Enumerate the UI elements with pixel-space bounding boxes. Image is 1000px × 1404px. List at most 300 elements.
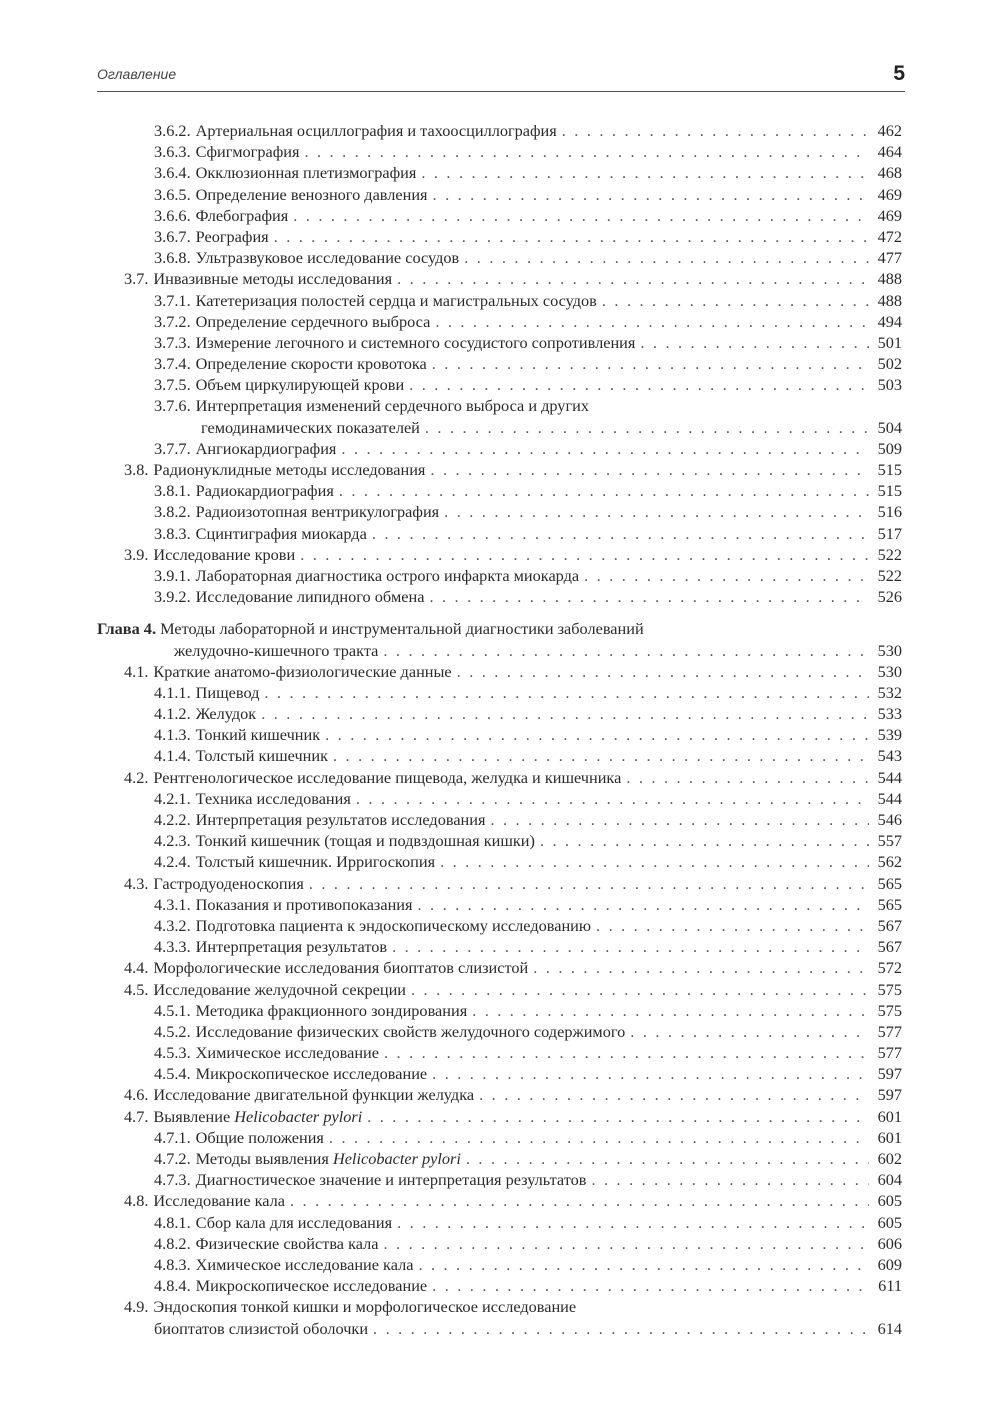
dot-leader (440, 851, 869, 872)
toc-entry-title (154, 1169, 586, 1190)
toc-entry[interactable] (97, 809, 902, 830)
toc-entry[interactable] (97, 1127, 902, 1148)
toc-entry-page: 543 (877, 746, 902, 766)
toc-entry[interactable] (97, 851, 902, 872)
toc-entry-text: Флебография (195, 205, 289, 225)
toc-entry[interactable] (97, 894, 902, 915)
dot-leader (383, 1233, 869, 1254)
toc-entry-title (154, 438, 336, 459)
toc-entry[interactable] (97, 1000, 902, 1021)
toc-entry[interactable] (97, 1148, 902, 1169)
toc-entry-page: 488 (877, 290, 902, 310)
toc-entry[interactable] (97, 703, 902, 724)
dot-leader (472, 1000, 869, 1021)
toc-entry[interactable] (97, 957, 902, 978)
toc-entry-text: Краткие анатомо-физиологические данные (153, 661, 452, 681)
dot-leader (383, 640, 869, 661)
dot-leader (596, 915, 869, 936)
toc-entry-title (154, 480, 334, 501)
dot-leader (325, 724, 869, 745)
toc-entry[interactable] (97, 1084, 902, 1105)
toc-entry-page: 609 (877, 1254, 902, 1274)
toc-entry[interactable] (97, 290, 902, 311)
toc-entry-number: 3.8.2. (154, 502, 191, 522)
dot-leader (432, 353, 869, 374)
toc-entry-page: 565 (877, 894, 902, 914)
toc-entry-number: 4.3.2. (154, 915, 191, 935)
toc-entry[interactable] (97, 501, 902, 522)
toc-entry-number: 3.7.2. (154, 311, 191, 331)
toc-entry-page: 601 (877, 1127, 902, 1147)
toc-entry[interactable] (97, 1233, 902, 1254)
toc-entry-text: Исследование кала (153, 1191, 285, 1211)
toc-entry-text: Интерпретация результатов исследования (195, 810, 486, 829)
dot-leader (425, 417, 869, 438)
toc-entry-text: Катетеризация полостей сердца и магистральных сосудов (195, 290, 597, 310)
toc-entry[interactable] (97, 682, 902, 703)
toc-entry-title (154, 894, 413, 915)
toc-entry-title (154, 501, 439, 522)
toc-entry-number: 4.7.1. (154, 1127, 191, 1147)
toc-entry-text: Общие положения (195, 1127, 324, 1147)
toc-entry-number: 3.7.7. (154, 438, 191, 458)
toc-entry-page: 516 (877, 502, 902, 522)
toc-entry-text: Подготовка пациента к эндоскопическому исследованию (195, 915, 592, 935)
dot-leader (479, 1084, 869, 1105)
toc-entry-title (154, 1000, 467, 1021)
toc-entry[interactable] (97, 247, 902, 268)
toc-entry[interactable] (97, 936, 902, 957)
toc-entry-page: 494 (877, 311, 902, 331)
toc-entry-text: Микроскопическое исследование (195, 1276, 428, 1296)
dot-leader (466, 1148, 869, 1169)
toc-entry-number: 4.2.2. (154, 810, 191, 829)
dot-leader (457, 661, 869, 682)
toc-entry-title (154, 830, 535, 851)
toc-entry-title (154, 745, 328, 766)
toc-entry-number: 4.3.3. (154, 937, 191, 957)
chapter-heading[interactable] (97, 618, 902, 639)
toc-entry-text: Исследование желудочной секреции (153, 979, 407, 999)
toc-entry-number: 4.5.2. (154, 1021, 191, 1041)
chapter-heading-continuation[interactable] (97, 640, 902, 661)
toc-entry-number: 4.1.2. (154, 704, 191, 724)
toc-entry-title (154, 1233, 378, 1254)
dot-leader (329, 1127, 869, 1148)
toc-entry-number: 4.8.3. (154, 1254, 191, 1274)
toc-entry-title (154, 395, 589, 416)
toc-entry-page: 464 (877, 142, 902, 162)
toc-entry-title (154, 1275, 427, 1296)
dot-leader (367, 1106, 869, 1127)
dot-leader (397, 1212, 869, 1233)
toc-entry-page: 565 (877, 873, 902, 893)
toc-entry-page: 604 (877, 1170, 902, 1190)
toc-entry-title (154, 184, 428, 205)
toc-entry-number: 3.9. (124, 544, 149, 564)
toc-entry-text: Ультразвуковое исследование сосудов (195, 248, 460, 268)
toc-entry-text: Техника исследования (195, 788, 351, 808)
toc-entry[interactable] (97, 745, 902, 766)
toc-entry-number: 3.8. (124, 460, 149, 479)
table-of-contents (97, 120, 902, 1339)
running-title: Оглавление (97, 66, 177, 82)
toc-entry[interactable] (97, 767, 902, 788)
toc-entry-page: 477 (877, 248, 902, 268)
toc-entry-title (154, 1021, 625, 1042)
toc-entry-number: 4.8. (124, 1191, 149, 1211)
toc-entry-number: 3.6.2. (154, 121, 191, 140)
toc-entry[interactable] (97, 1169, 902, 1190)
toc-entry-page: 611 (878, 1276, 902, 1296)
toc-entry-title (154, 724, 320, 745)
toc-entry-page: 557 (877, 831, 902, 851)
toc-entry[interactable] (97, 661, 902, 682)
chapter-title (97, 618, 644, 639)
dot-leader (300, 544, 869, 565)
toc-entry-page: 522 (877, 544, 902, 564)
toc-entry-title (124, 544, 295, 565)
toc-entry-title (124, 1084, 474, 1105)
toc-entry-text: Пищевод (195, 682, 260, 702)
toc-entry-continuation[interactable] (97, 1318, 902, 1339)
dot-leader (444, 501, 869, 522)
toc-entry-text: Артериальная осциллография и тахоосциллография (195, 121, 557, 140)
dot-leader (372, 523, 869, 544)
dot-leader (356, 788, 869, 809)
toc-entry-number: 4.1.4. (154, 746, 191, 766)
toc-entry-page: 597 (877, 1085, 902, 1105)
toc-entry-page: 605 (877, 1212, 902, 1232)
toc-entry-text: Определение венозного давления (195, 184, 428, 204)
chapter-page: 530 (877, 640, 902, 660)
toc-entry-title (154, 788, 351, 809)
toc-entry-page: 577 (877, 1021, 902, 1041)
toc-entry-text: гемодинамических показателей (201, 417, 420, 437)
toc-entry-title (154, 915, 591, 936)
toc-entry-page: 601 (877, 1106, 902, 1126)
toc-entry-page: 522 (877, 565, 902, 585)
toc-entry-text: Исследование двигательной функции желудка (153, 1085, 475, 1105)
toc-entry-text: Ангиокардиография (195, 438, 337, 458)
toc-entry-title (154, 1148, 461, 1169)
dot-leader (430, 459, 869, 480)
toc-entry[interactable] (97, 1190, 902, 1211)
toc-entry-number: 4.1.1. (154, 682, 191, 702)
dot-leader (464, 247, 869, 268)
dot-leader (490, 809, 869, 830)
toc-entry-title (154, 703, 256, 724)
dot-leader (274, 226, 869, 247)
toc-entry-number: 3.9.1. (154, 565, 191, 585)
toc-entry-number: 4.6. (124, 1085, 149, 1105)
dot-leader (290, 1190, 869, 1211)
toc-entry[interactable] (97, 565, 902, 586)
toc-entry[interactable] (97, 1106, 902, 1127)
toc-entry-number: 3.6.5. (154, 184, 191, 204)
toc-entry-title (154, 120, 557, 141)
dot-leader (630, 1021, 869, 1042)
toc-entry-page: 567 (877, 937, 902, 957)
toc-entry-number: 4.7.2. (154, 1149, 191, 1168)
toc-entry-page: 488 (877, 269, 902, 289)
toc-entry-number: 4.8.2. (154, 1233, 191, 1253)
toc-entry-number: 4.1. (124, 661, 149, 681)
toc-entry-number: 3.7.5. (154, 375, 191, 395)
toc-entry-text: Лабораторная диагностика острого инфаркта миокарда (195, 565, 580, 585)
toc-entry-text: Эндоскопия тонкой кишки и морфологическое исследование (153, 1297, 577, 1317)
dot-leader (333, 745, 869, 766)
toc-entry-page: 502 (877, 354, 902, 374)
toc-entry-text: Желудок (195, 704, 257, 724)
toc-entry-number: 4.5.1. (154, 1000, 191, 1020)
dot-leader (562, 120, 869, 141)
toc-entry-number: 3.6.3. (154, 142, 191, 162)
toc-entry-title (154, 353, 427, 374)
toc-entry-text: Исследование крови (153, 544, 296, 564)
toc-entry-page: 469 (877, 184, 902, 204)
toc-entry-title (154, 226, 269, 247)
toc-entry[interactable] (97, 1063, 902, 1084)
toc-entry-text: Сфигмография (195, 142, 300, 162)
toc-entry-title (154, 586, 424, 607)
toc-entry[interactable] (97, 586, 902, 607)
toc-entry-text: Реография (195, 226, 269, 246)
dot-leader (418, 1254, 869, 1275)
toc-entry-number: 4.5.3. (154, 1043, 191, 1063)
toc-entry-title (154, 1042, 379, 1063)
toc-entry-number: 3.7.4. (154, 354, 191, 374)
toc-entry[interactable] (97, 724, 902, 745)
toc-entry-page: 605 (877, 1191, 902, 1211)
toc-entry[interactable] (97, 830, 902, 851)
toc-entry[interactable] (97, 1021, 902, 1042)
toc-entry-number: 4.3. (124, 873, 149, 893)
toc-entry-page: 546 (877, 810, 902, 829)
toc-entry-title (154, 1212, 392, 1233)
toc-entry[interactable] (97, 979, 902, 1000)
toc-entry[interactable] (97, 353, 902, 374)
toc-entry-text: Микроскопическое исследование (195, 1064, 428, 1084)
toc-entry-number: 3.6.6. (154, 205, 191, 225)
toc-entry-number: 3.7. (124, 269, 149, 289)
toc-entry-page: 530 (877, 661, 902, 681)
toc-entry-number: 4.2. (124, 767, 149, 787)
toc-entry-page: 606 (877, 1233, 902, 1253)
toc-entry[interactable] (97, 544, 902, 565)
section-gap (97, 607, 902, 618)
toc-entry[interactable] (97, 1275, 902, 1296)
toc-entry[interactable] (97, 268, 902, 289)
toc-entry[interactable] (97, 332, 902, 353)
toc-entry-text: Сцинтиграфия миокарда (195, 523, 367, 543)
dot-leader (540, 830, 869, 851)
toc-entry-page: 567 (877, 915, 902, 935)
toc-entry-page: 472 (877, 226, 902, 246)
toc-entry[interactable] (97, 788, 902, 809)
toc-entry-page: 468 (877, 163, 902, 183)
toc-entry-page: 515 (877, 460, 902, 479)
dot-leader (640, 332, 869, 353)
toc-entry[interactable] (97, 1254, 902, 1275)
dot-leader (626, 767, 869, 788)
toc-entry-title (154, 523, 367, 544)
toc-entry-text: Окклюзионная плетизмография (195, 163, 417, 183)
toc-entry-italic-text: Helicobacter pylori (234, 1106, 363, 1126)
toc-entry-number: 4.5.4. (154, 1064, 191, 1084)
toc-entry-text: Выявление (153, 1106, 231, 1126)
toc-entry[interactable] (97, 141, 902, 162)
toc-entry-number: 4.1.3. (154, 725, 191, 745)
dot-leader (409, 374, 869, 395)
toc-entry-page: 572 (877, 958, 902, 978)
toc-entry-text: Интерпретация результатов (195, 937, 388, 957)
dot-leader (264, 682, 869, 703)
toc-entry-text: Химическое исследование кала (195, 1254, 414, 1274)
dot-leader (397, 268, 869, 289)
toc-entry-title (124, 661, 452, 682)
toc-entry-title (154, 809, 485, 830)
toc-entry-text: Морфологические исследования биоптатов слизистой (153, 958, 529, 978)
toc-entry-number: 4.4. (124, 958, 149, 978)
toc-entry-title (154, 247, 459, 268)
toc-entry-title (124, 873, 304, 894)
toc-entry[interactable] (97, 205, 902, 226)
dot-leader (533, 957, 869, 978)
dot-leader (304, 141, 869, 162)
toc-entry-number: 3.6.8. (154, 248, 191, 268)
toc-entry-page: 575 (877, 1000, 902, 1020)
toc-entry-number: 3.9.2. (154, 587, 191, 607)
toc-entry-page: 575 (877, 979, 902, 999)
dot-leader (309, 873, 869, 894)
toc-entry[interactable] (97, 915, 902, 936)
toc-entry[interactable] (97, 1042, 902, 1063)
dot-leader (433, 184, 869, 205)
toc-entry-text: Радионуклидные методы исследования (153, 460, 426, 479)
toc-entry[interactable] (97, 311, 902, 332)
toc-entry-page: 533 (877, 704, 902, 724)
header-divider (97, 91, 905, 92)
toc-entry-page: 509 (877, 438, 902, 458)
toc-entry-text: Физические свойства кала (195, 1233, 379, 1253)
toc-entry-text: Определение скорости кровотока (195, 354, 427, 374)
toc-entry-number: 4.7.3. (154, 1170, 191, 1190)
toc-entry-text: Толстый кишечник (195, 746, 328, 766)
toc-entry-number: 3.8.3. (154, 523, 191, 543)
toc-entry-number: 4.8.1. (154, 1212, 191, 1232)
toc-entry-italic-text: Helicobacter pylori (332, 1149, 461, 1168)
toc-entry[interactable] (97, 184, 902, 205)
toc-entry-page: 515 (877, 481, 902, 501)
toc-entry-number: 4.8.4. (154, 1276, 191, 1296)
toc-entry-text: Показания и противопоказания (195, 894, 413, 914)
dot-leader (373, 1318, 869, 1339)
toc-entry-text: Толстый кишечник. Ирригоскопия (195, 852, 436, 872)
toc-entry[interactable] (97, 374, 902, 395)
toc-entry-page: 469 (877, 205, 902, 225)
toc-entry-title (124, 459, 425, 480)
toc-entry-title (154, 205, 288, 226)
toc-entry-number: 3.6.7. (154, 226, 191, 246)
toc-entry-title (154, 1063, 427, 1084)
toc-entry-title (124, 957, 528, 978)
toc-entry-number: 3.7.6. (154, 396, 191, 416)
running-head (97, 64, 905, 92)
toc-entry-text: Гастродуоденоскопия (153, 873, 304, 893)
dot-leader (584, 565, 869, 586)
toc-entry-page: 539 (877, 725, 902, 745)
toc-entry-title (154, 851, 435, 872)
toc-entry-page: 532 (877, 682, 902, 702)
toc-entry-text: Химическое исследование (195, 1043, 379, 1063)
toc-entry-title (124, 767, 621, 788)
toc-entry-page: 562 (877, 852, 902, 872)
toc-entry-text: Рентгенологическое исследование пищевода, желудка и кишечника (153, 767, 622, 787)
toc-entry-number: 4.2.1. (154, 788, 191, 808)
dot-leader (418, 894, 870, 915)
toc-entry-text: Определение сердечного выброса (195, 311, 431, 331)
toc-entry-page: 504 (877, 417, 902, 437)
dot-leader (435, 311, 869, 332)
toc-entry[interactable] (97, 523, 902, 544)
toc-entry[interactable] (97, 1212, 902, 1233)
toc-entry[interactable] (97, 162, 902, 183)
dot-leader (432, 1275, 869, 1296)
dot-leader (341, 438, 869, 459)
toc-entry-continuation[interactable] (97, 417, 902, 438)
toc-entry[interactable] (97, 1296, 902, 1317)
dot-leader (591, 1169, 869, 1190)
toc-entry-text: биоптатов слизистой оболочки (154, 1318, 369, 1338)
toc-entry-page: 597 (877, 1064, 902, 1084)
toc-entry[interactable] (97, 480, 902, 501)
toc-entry[interactable] (97, 226, 902, 247)
toc-entry[interactable] (97, 873, 902, 894)
toc-entry-page: 602 (877, 1149, 902, 1168)
toc-entry-page: 517 (877, 523, 902, 543)
dot-leader (392, 936, 869, 957)
toc-entry-text: Диагностическое значение и интерпретация результатов (195, 1170, 587, 1190)
toc-entry-text: Инвазивные методы исследования (153, 269, 393, 289)
toc-entry-text: Измерение легочного и системного сосудистого сопротивления (195, 332, 636, 352)
toc-entry-title (154, 374, 404, 395)
chapter-label: Глава 4. (97, 619, 157, 639)
page-number: 5 (893, 62, 905, 85)
toc-entry[interactable] (97, 395, 902, 416)
toc-entry-title (154, 936, 387, 957)
toc-entry-page: 577 (877, 1043, 902, 1063)
toc-entry-number: 4.7. (124, 1106, 149, 1126)
dot-leader (384, 1042, 869, 1063)
toc-entry-title (154, 290, 597, 311)
toc-entry-text: Интерпретация изменений сердечного выброса и других (195, 396, 589, 416)
toc-entry-text: Тонкий кишечник (195, 725, 321, 745)
toc-entry[interactable] (97, 438, 902, 459)
toc-entry[interactable] (97, 459, 902, 480)
toc-entry-page: 462 (877, 121, 902, 140)
toc-entry-page: 526 (877, 587, 902, 607)
toc-entry-title (154, 1127, 324, 1148)
toc-entry-number: 3.6.4. (154, 163, 191, 183)
toc-entry-number: 4.3.1. (154, 894, 191, 914)
dot-leader (261, 703, 869, 724)
toc-entry-number: 4.5. (124, 979, 149, 999)
toc-entry-title (154, 565, 579, 586)
toc-entry[interactable] (97, 120, 902, 141)
toc-entry-number: 4.2.4. (154, 852, 191, 872)
toc-entry-title (154, 682, 259, 703)
